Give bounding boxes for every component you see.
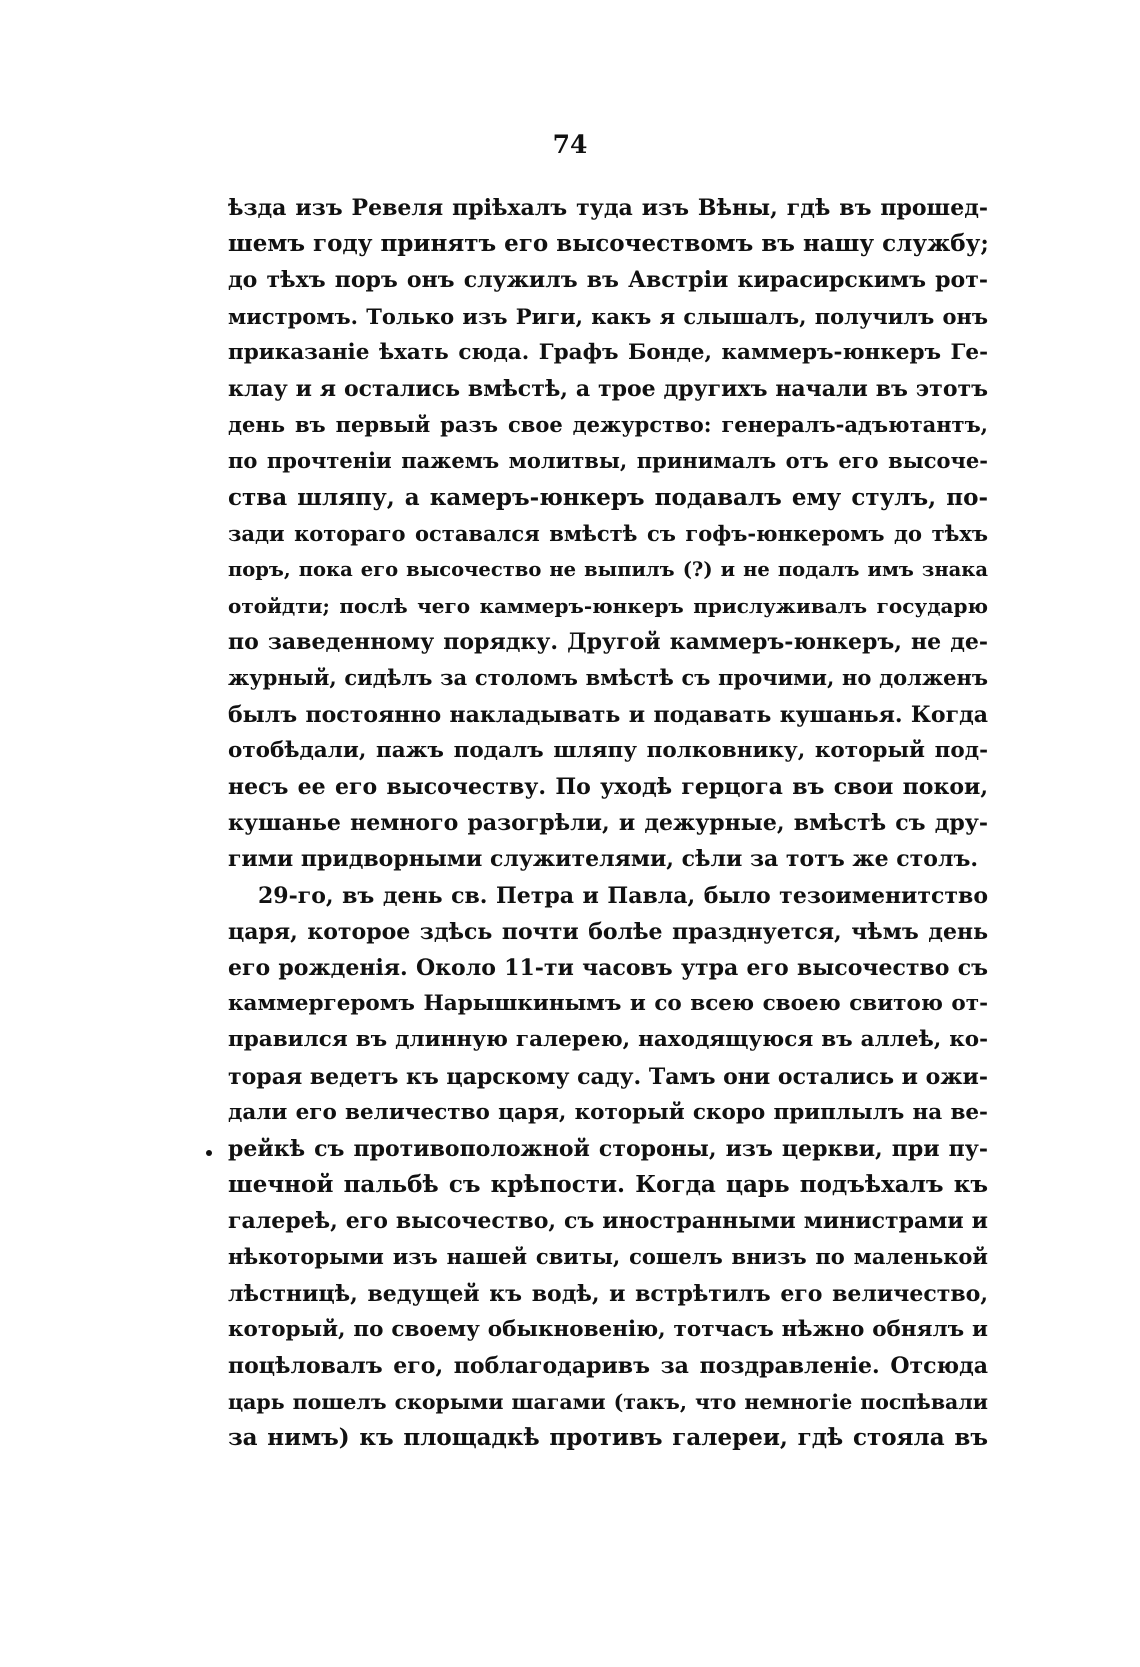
text-line: день въ первый разъ свое дежурство: генералъ-адъютантъ, (228, 412, 988, 438)
text-line: отобѣдали, пажъ подалъ шляпу полковнику, который под- (228, 737, 988, 763)
text-line: поцѣловалъ его, поблагодаривъ за поздравленіе. Отсюда (228, 1353, 988, 1379)
text-line: по прочтеніи пажемъ молитвы, принималъ отъ его высоче- (228, 448, 988, 474)
text-line: до тѣхъ поръ онъ служилъ въ Австріи кирасирскимъ рот- (228, 267, 988, 294)
text-line: былъ постоянно накладывать и подавать кушанья. Когда (228, 701, 988, 728)
text-line: по заведенному порядку. Другой каммеръ-юнкеръ, не де- (228, 629, 988, 656)
text-line: шемъ году принятъ его высочествомъ въ нашу службу; (228, 230, 989, 258)
text-line: мистромъ. Только изъ Риги, какъ я слышалъ, получилъ онъ (228, 303, 988, 329)
text-line: который, по своему обыкновенію, тотчасъ нѣжно обнялъ и (228, 1316, 988, 1342)
text-line: царь пошелъ скорыми шагами (такъ, что немногіе поспѣвали (228, 1390, 988, 1415)
text-line: галереѣ, его высочество, съ иностранными министрами и (228, 1208, 988, 1235)
text-line: зади котораго оставался вмѣстѣ съ гофъ-юнкеромъ до тѣхъ (228, 520, 988, 546)
text-line: каммергеромъ Нарышкинымъ и со всею своею свитою от- (228, 991, 988, 1017)
text-line: журный, сидѣлъ за столомъ вмѣстѣ съ прочими, но долженъ (228, 665, 988, 691)
text-line: его рожденія. Около 11-ти часовъ утра его высочество съ (228, 954, 988, 981)
text-line: торая ведетъ къ царскому саду. Тамъ они остались и ожи- (228, 1063, 988, 1090)
paragraph-2 (228, 878, 988, 1457)
text-line: ѣзда изъ Ревеля пріѣхалъ туда изъ Вѣны, гдѣ въ прошед- (228, 195, 988, 221)
text-line: клау и я остались вмѣстѣ, а трое другихъ начали въ этотъ (228, 375, 988, 402)
text-line: кушанье немного разогрѣли, и дежурные, вмѣстѣ съ дру- (228, 810, 988, 837)
text-line: правился въ длинную галерею, находящуюся въ аллеѣ, ко- (228, 1027, 988, 1053)
text-line: царя, которое здѣсь почти болѣе празднуется, чѣмъ день (228, 918, 988, 945)
text-line: отойдти; послѣ чего каммеръ-юнкеръ прислуживалъ государю (228, 594, 988, 619)
body-text (228, 190, 988, 1457)
text-line: дали его величество царя, который скоро приплылъ на ве- (228, 1099, 988, 1125)
text-line: лѣстницѣ, ведущей къ водѣ, и встрѣтилъ его величество, (228, 1280, 988, 1307)
text-line: рейкѣ съ противоположной стороны, изъ церкви, при пу- (228, 1135, 988, 1162)
margin-ink-dot (206, 1150, 212, 1156)
page-number: 74 (552, 130, 588, 159)
text-line: поръ, пока его высочество не выпилъ (?) и не подалъ имъ знака (228, 557, 988, 581)
text-line: гими придворными служителями, сѣли за тотъ же столъ. (228, 846, 978, 873)
text-line: нѣкоторыми изъ нашей свиты, сошелъ внизъ по маленькой (228, 1244, 988, 1270)
text-line: за нимъ) къ площадкѣ противъ галереи, гдѣ стояла въ (228, 1424, 988, 1452)
text-line: несъ ее его высочеству. По уходѣ герцога въ свои покои, (228, 774, 988, 800)
text-line: приказаніе ѣхать сюда. Графъ Бонде, каммеръ-юнкеръ Ге- (228, 339, 988, 365)
text-line: шечной пальбѣ съ крѣпости. Когда царь подъѣхалъ къ (228, 1171, 988, 1199)
paragraph-1 (228, 190, 988, 878)
text-line: 29-го, въ день св. Петра и Павла, было тезоименитство (258, 882, 988, 909)
text-line: ства шляпу, а камеръ-юнкеръ подавалъ ему стулъ, по- (228, 483, 988, 511)
